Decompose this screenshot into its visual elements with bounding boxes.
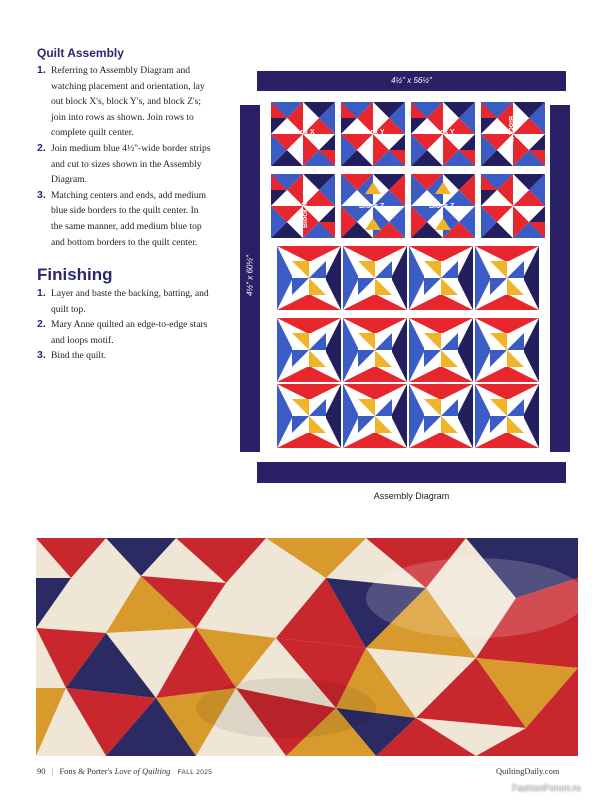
- block-pinwheel-10: [343, 384, 407, 448]
- block-pinwheel-6: [343, 318, 407, 382]
- assembly-step: 3. Matching centers and ends, add medium blue side borders to the quilt center. In the same manner, add medium blue top and bottom borders to the quilt center.: [37, 188, 207, 248]
- site-url: QuiltingDaily.com: [496, 766, 560, 776]
- block-label: Block Y: [429, 129, 455, 136]
- left-border-strip: [240, 105, 260, 452]
- side-dimension-label: 4½" x 60½": [245, 255, 255, 296]
- assembly-steps: [37, 63, 212, 250]
- quilt-assembly-heading: Quilt Assembly: [37, 46, 124, 60]
- assembly-step: 2. Join medium blue 4½"-wide border strips and cut to sizes shown in the Assembly Diagram.: [37, 141, 211, 186]
- block-pinwheel-11: [409, 384, 473, 448]
- issue-label: FALL 2025: [177, 769, 213, 776]
- block-row-5: [277, 384, 539, 448]
- top-border-strip: [257, 71, 566, 91]
- bottom-border-strip: [257, 462, 566, 483]
- block-pinwheel-5: [277, 318, 341, 382]
- block-pinwheel-8: [475, 318, 539, 382]
- diagram-caption: Assembly Diagram: [373, 491, 450, 501]
- quilt-center-diagram: [271, 102, 548, 450]
- magazine-pre: Fons & Porter's: [59, 766, 113, 776]
- watermark: FashionForum.ru: [512, 783, 581, 793]
- block-label: Block X: [302, 202, 309, 228]
- block-row-4: [277, 318, 539, 382]
- quilt-photo: [36, 538, 578, 756]
- block-pinwheel-12: [475, 384, 539, 448]
- block-row-3: [277, 246, 539, 310]
- block-pinwheel-2: [343, 246, 407, 310]
- block-label: Block Z: [359, 203, 385, 210]
- magazine-title: Love of Quilting: [114, 766, 171, 776]
- assembly-step: 1. Referring to Assembly Diagram and watching placement and orientation, lay out block X's, block Y's, and block Z's; join into rows as shown. Join rows to complete quilt center.: [37, 64, 205, 139]
- block-pinwheel-1: [277, 246, 341, 310]
- top-dimension-label: 4½" x 56½": [391, 76, 432, 85]
- block-row-2: [271, 174, 545, 238]
- block-label: Block X: [507, 116, 514, 142]
- finishing-step: 2. Mary Anne quilted an edge-to-edge stars and loops motif.: [37, 318, 208, 346]
- block-x-4: [481, 174, 545, 238]
- block-pinwheel-7: [409, 318, 473, 382]
- block-label: Block Y: [359, 129, 385, 136]
- page-number: 90: [37, 766, 46, 776]
- block-pinwheel-4: [475, 246, 539, 310]
- finishing-step: 1. Layer and baste the backing, batting, and quilt top.: [37, 287, 209, 315]
- finishing-step: 3. Bind the quilt.: [37, 349, 107, 362]
- block-label: Block Z: [429, 203, 455, 210]
- block-label: Block X: [289, 129, 315, 136]
- right-border-strip: [550, 105, 570, 452]
- finishing-heading: Finishing: [37, 265, 113, 284]
- page-footer-left: 90 | Fons & Porter's Love of Quilting FALL 2025: [37, 766, 213, 776]
- finishing-steps: [37, 286, 212, 364]
- block-pinwheel-9: [277, 384, 341, 448]
- block-pinwheel-3: [409, 246, 473, 310]
